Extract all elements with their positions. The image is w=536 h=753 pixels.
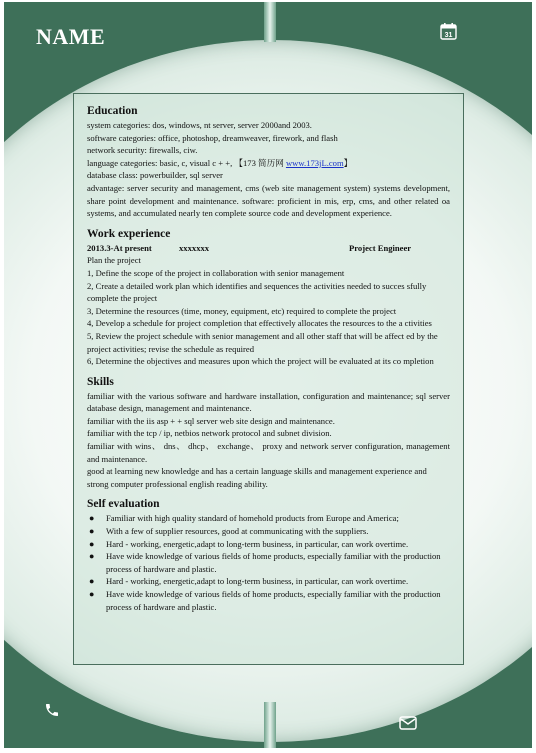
work-item: 6, Determine the objectives and measures upon which the project will be evaluated at its co mpletion	[87, 356, 434, 367]
bullet-icon: ●	[89, 551, 95, 562]
skill-item: good at learning new knowledge and has a certain language skills and management experience and strong computer professional english reading ability.	[87, 466, 427, 489]
education-line: database class: powerbuilder, sql server	[87, 170, 223, 181]
education-heading: Education	[87, 105, 138, 117]
work-heading: Work experience	[87, 227, 171, 240]
skill-item: familiar with the various software and hardware installation, configuration and maintenance; sql server database design, management and maintenance.	[87, 390, 450, 414]
self-evaluation-section	[87, 497, 450, 613]
work-item: 4, Develop a schedule for project completion that effectively allocates the resources to the a ctivities	[87, 318, 432, 329]
work-section	[87, 227, 450, 368]
self-evaluation-list	[87, 512, 450, 613]
resume-name: NAME	[36, 24, 106, 49]
self-evaluation-text: Have wide knowledge of various fields of home products, especially familiar with the production process of hardware and plastic.	[106, 589, 441, 612]
bullet-icon: ●	[89, 589, 95, 599]
bullet-icon: ●	[89, 526, 95, 537]
skills-section	[87, 375, 450, 491]
self-evaluation-heading: Self evaluation	[87, 498, 160, 511]
job-row	[87, 242, 450, 255]
self-evaluation-text: Have wide knowledge of various fields of home products, especially familiar with the production process of hardware and plastic.	[106, 551, 441, 574]
work-item: 3, Determine the resources (time, money, equipment, etc) required to complete the project	[87, 305, 397, 316]
self-evaluation-text: Familiar with high quality standard of homehold products from Europe and America;	[106, 513, 399, 524]
education-line: network security: firewalls, ciw.	[87, 145, 198, 156]
work-item: 1, Define the scope of the project in collaboration with senior management	[87, 267, 345, 278]
education-section	[87, 104, 450, 220]
skill-item: familiar with the iis asp + + sql server web site design and maintenance.	[87, 415, 335, 426]
bullet-icon: ●	[89, 576, 95, 587]
education-line	[87, 157, 450, 170]
bullet-icon: ●	[89, 538, 95, 549]
skill-item: familiar with the tcp / ip, netbios network protocol and subnet division.	[87, 428, 332, 439]
decorative-stripe-bottom	[264, 702, 276, 748]
self-evaluation-text: Hard - working, energetic,adapt to long-term business, in particular, can work overtime.	[106, 538, 409, 549]
work-intro: Plan the project	[87, 255, 141, 266]
list-item	[87, 550, 450, 575]
self-evaluation-text: With a few of supplier resources, good at communicating with the suppliers.	[106, 526, 369, 537]
calendar-number: 31	[444, 32, 453, 40]
job-date: 2013.3-At present	[87, 242, 152, 253]
skill-item: familiar with wins、 dns、 dhcp、 exchange、 proxy and network server configuration, management and maintenance.	[87, 441, 450, 464]
education-line: system categories: dos, windows, nt server, server 2000and 2003.	[87, 120, 312, 130]
phone-icon	[44, 702, 60, 723]
bullet-icon: ●	[89, 513, 95, 524]
language-text: language categories: basic, c, visual c + +, 【173 简历网	[87, 157, 286, 168]
website-link[interactable]: www.173jL.com	[285, 157, 344, 168]
list-item	[87, 538, 450, 551]
language-suffix: 】	[343, 157, 353, 168]
resume-content-panel	[73, 93, 464, 665]
job-position: Project Engineer	[349, 242, 412, 253]
list-item	[87, 512, 450, 525]
decorative-stripe-top	[264, 2, 276, 42]
skills-heading: Skills	[87, 375, 114, 388]
calendar-icon	[440, 22, 457, 45]
work-item: 5, Review the project schedule with senior management and all other staff that will be affect ed by the project activities; revise the schedule as required	[87, 330, 438, 354]
list-item	[87, 588, 450, 613]
mail-icon	[399, 716, 417, 735]
education-line: software categories: office, photoshop, dreamweaver, firework, and flash	[87, 132, 338, 143]
work-item: 2, Create a detailed work plan which identifies and sequences the activities needed to succes sfully complete the project	[87, 280, 427, 304]
list-item	[87, 575, 450, 588]
job-company: xxxxxxx	[179, 242, 210, 253]
self-evaluation-text: Hard - working, energetic,adapt to long-term business, in particular, can work overtime.	[106, 576, 409, 587]
list-item	[87, 525, 450, 538]
education-line: advantage: server security and management, cms (web site management system) systems development, share point development and maintenance. software: proficient in mis, erp, cms, and other related oa systems, and accumulated nearly ten complete source code and development experience.	[87, 182, 450, 219]
